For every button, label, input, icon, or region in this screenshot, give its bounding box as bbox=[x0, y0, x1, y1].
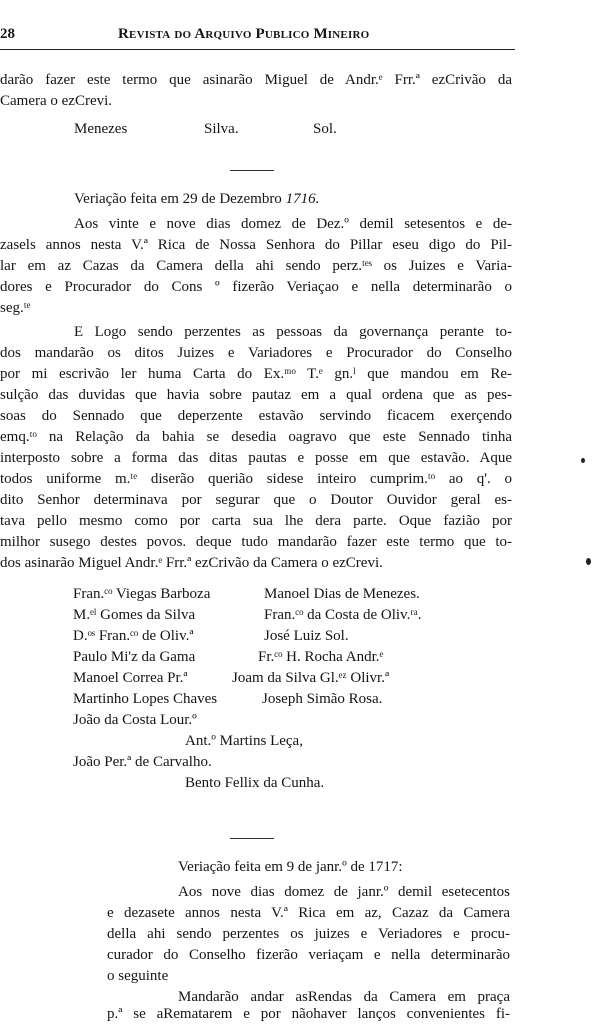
scan-speck bbox=[586, 558, 591, 565]
text-line: curador do Conselho fizerão veriaçam e nella determinarão bbox=[107, 947, 510, 963]
text-line: dos mandarão os ditos Juizes e Variadores e Procurador do Conselho bbox=[0, 345, 512, 361]
journal-title: Revista do Arquivo Publico Mineiro bbox=[118, 26, 370, 42]
page-number: 28 bbox=[0, 26, 15, 42]
text-line: zasels annos nesta V.ª Rica de Nossa Senhora do Pillar eseu digo do Pil- bbox=[0, 237, 512, 253]
signature: Menezes bbox=[74, 121, 128, 137]
scan-speck bbox=[581, 458, 585, 463]
text-line: Aos vinte e nove dias domez de Dez.º demil setesentos e de- bbox=[74, 216, 512, 232]
signature: Joam da Silva Gl.ᵉᶻ Olivr.ª bbox=[232, 670, 390, 686]
text-line: sulção das duvidas que havia sobre pautaz em a qual ordena que as pes- bbox=[0, 387, 512, 403]
signature: D.ᵒˢ Fran.ᶜᵒ de Oliv.ª bbox=[73, 628, 194, 644]
intro-line: Camera o ezCrevi. bbox=[0, 93, 113, 109]
signature: Manoel Correa Pr.ª bbox=[73, 670, 188, 686]
text-line: tava pello mesmo como por carta sua lhe dera parte. Oque fazião por bbox=[0, 513, 512, 529]
text-line: p.ª se aRematarem e por nãohaver lanços convenientes fi- bbox=[107, 1006, 510, 1022]
text-line: Aos nove dias domez de janr.º demil esetecentos bbox=[178, 884, 510, 900]
signature: Fran.ᶜᵒ da Costa de Oliv.ʳᵃ. bbox=[264, 607, 422, 623]
signature: João Per.ª de Carvalho. bbox=[73, 754, 212, 770]
session-title: Veriação feita em 9 de janr.º de 1717: bbox=[178, 859, 403, 875]
section-divider bbox=[230, 170, 274, 171]
section-divider bbox=[230, 838, 274, 839]
text-line: e dezasete annos nesta V.ª Rica em az, Cazaz da Camera bbox=[107, 905, 510, 921]
signature: M.ᵉˡ Gomes da Silva bbox=[73, 607, 196, 623]
signature: Fr.ᶜᵒ H. Rocha Andr.ᵉ bbox=[258, 649, 384, 665]
text-line: milhor susego destes povos. deque tudo mandarão fazer este termo que to- bbox=[0, 534, 512, 550]
signature: Sol. bbox=[313, 121, 337, 137]
text-line: lar em az Cazas da Camera della ahi sendo perz.ᵗᵉˢ os Juizes e Varia- bbox=[0, 258, 512, 274]
text-line: interposto sobre a forma das ditas pautas e posse em que estavão. Aque bbox=[0, 450, 512, 466]
session-title bbox=[74, 189, 319, 210]
signature: Ant.º Martins Leça, bbox=[185, 733, 303, 749]
signature: Martinho Lopes Chaves bbox=[73, 691, 218, 707]
header-rule bbox=[0, 49, 515, 50]
text-line: E Logo sendo perzentes as pessoas da governança perante to- bbox=[74, 324, 512, 340]
signature: Fran.ᶜᵒ Viegas Barboza bbox=[73, 586, 211, 602]
text-line: dores e Procurador do Cons º fizerão Veriaçao e nella determinarão o bbox=[0, 279, 512, 295]
text-line: seg.ᵗᵉ bbox=[0, 300, 31, 316]
running-header bbox=[0, 26, 520, 50]
signature: Joseph Simão Rosa. bbox=[262, 691, 383, 707]
text-line: emq.ᵗᵒ na Relação da bahia se desedia oagravo que este Sennado tinha bbox=[0, 429, 512, 445]
signature: José Luiz Sol. bbox=[264, 628, 349, 644]
text-line: todos uniforme m.ᵗᵉ diserão querião sidese inteiro cumprim.ᵗᵒ ao q'. o bbox=[0, 471, 512, 487]
session-year: 1716. bbox=[285, 191, 320, 207]
signature: Manoel Dias de Menezes. bbox=[264, 586, 420, 602]
signature: João da Costa Lour.º bbox=[73, 712, 197, 728]
text-line: dos asinarão Miguel Andr.ᵉ Frr.ª ezCrivão da Camera o ezCrevi. bbox=[0, 555, 383, 571]
text-line: Mandarão andar asRendas da Camera em praça bbox=[178, 989, 510, 1005]
intro-line: darão fazer este termo que asinarão Miguel de Andr.ᵉ Frr.ª ezCrivão da bbox=[0, 72, 512, 88]
signature: Paulo Mi'z da Gama bbox=[73, 649, 196, 665]
session-title-text: Veriação feita em 29 de Dezembro bbox=[74, 191, 282, 207]
text-line: dito Senhor determinava por segurar que o Doutor Ouvidor geral es- bbox=[0, 492, 512, 508]
text-line: o seguinte bbox=[107, 968, 169, 984]
text-line: soas do Sennado que deperzente estavão servindo ficacem exerçendo bbox=[0, 408, 512, 424]
signature: Silva. bbox=[204, 121, 239, 137]
signature: Bento Fellix da Cunha. bbox=[185, 775, 325, 791]
text-line: della ahi sendo perzentes os juizes e Veriadores e procu- bbox=[107, 926, 510, 942]
text-line: por mi escrivão ler huma Carta do Ex.ᵐᵒ T.ᵉ gn.ˡ que mandou em Re- bbox=[0, 366, 512, 382]
